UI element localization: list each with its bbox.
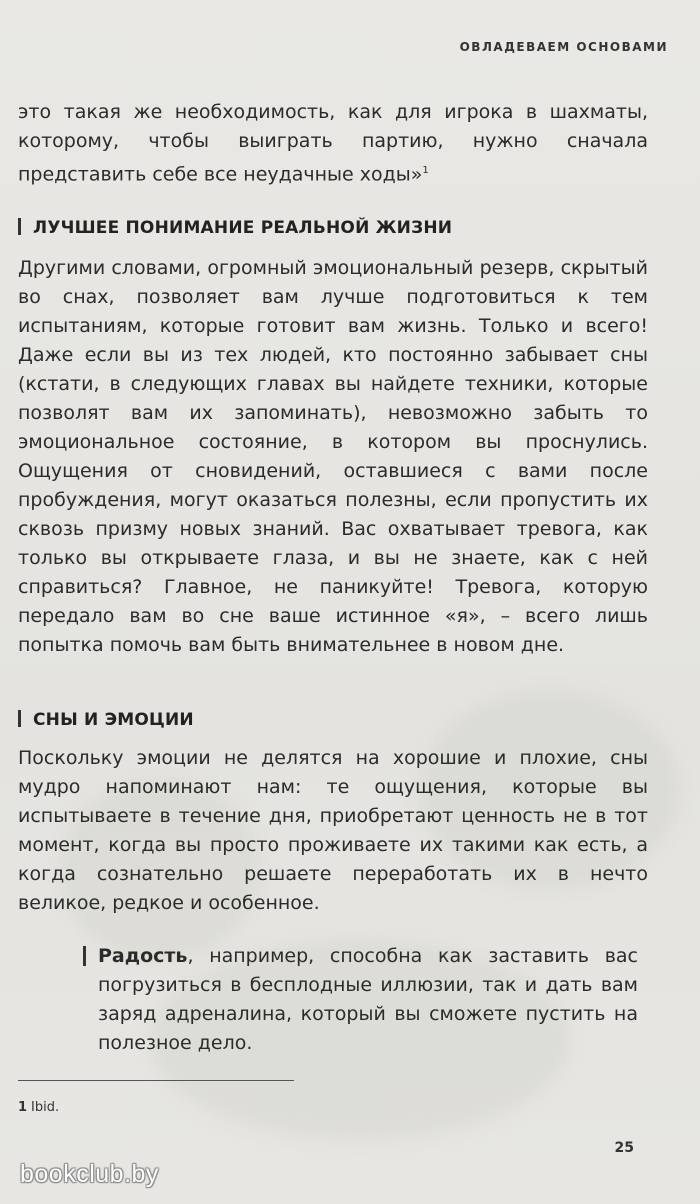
watermark: bookclub.by [20,1160,159,1188]
intro-paragraph [18,98,648,189]
heading-bar [18,218,21,235]
footnote [18,1100,59,1115]
heading-bar [18,710,21,727]
footnote-divider [18,1080,294,1081]
page-number: 25 [614,1140,634,1156]
footnote-reference[interactable]: 1 [422,165,429,176]
footnote-text: Ibid. [31,1100,60,1115]
quote-text: , например, способна как заставить вас погрузиться в бесплодные иллюзии, так и дать вам заряд адреналина, который вы сможете пустить на полезное дело. [98,945,638,1054]
running-head: ОВЛАДЕВАЕМ ОСНОВАМИ [459,40,668,54]
quote-bar [83,946,86,966]
section2-paragraph: Поскольку эмоции не делятся на хорошие и плохие, сны мудро напоминают нам: те ощущения, которые вы испытываете в течение дня, приобретают ценность не в тот момент, когда вы просто проживаете их такими как есть, а когда сознательно решаете переработать их в нечто великое, редкое и особенное. [18,747,648,914]
section1-paragraph: Другими словами, огромный эмоциональный резерв, скрытый во снах, позволяет вам лучше подготовиться к тем испытаниям, которые готовит вам жизнь. Только и всего! Даже если вы из тех людей, кто постоянно забывает сны (кстати, в следующих главах вы найдете техники, которые позволят вам их запоминать), невозможно забыть то эмоциональное состояние, в котором вы проснулись. Ощущения от сновидений, оставшиеся с вами после пробуждения, могут оказаться полезны, если пропустить их сквозь призму новых знаний. Вас охватывает тревога, как только вы открываете глаза, и вы не знаете, как с ней справиться? Главное, не паникуйте! Тревога, которую передало вам во сне ваше истинное «я», – всего лишь попытка помочь вам быть внимательнее в новом дне. [18,257,648,656]
section-heading-text: ЛУЧШЕЕ ПОНИМАНИЕ РЕАЛЬНОЙ ЖИЗНИ [33,218,453,238]
quote-bold-word: Радость [98,945,188,967]
section-heading-real-life [18,218,452,238]
section-heading-text: СНЫ И ЭМОЦИИ [33,710,194,730]
footnote-number: 1 [18,1100,28,1115]
section-heading-dreams-emotions [18,710,194,730]
intro-text: это такая же необходимость, как для игрока в шахматы, которому, чтобы выиграть партию, нужно сначала представить себе все неудачные ходы» [18,101,648,186]
quote-paragraph [98,942,638,1058]
